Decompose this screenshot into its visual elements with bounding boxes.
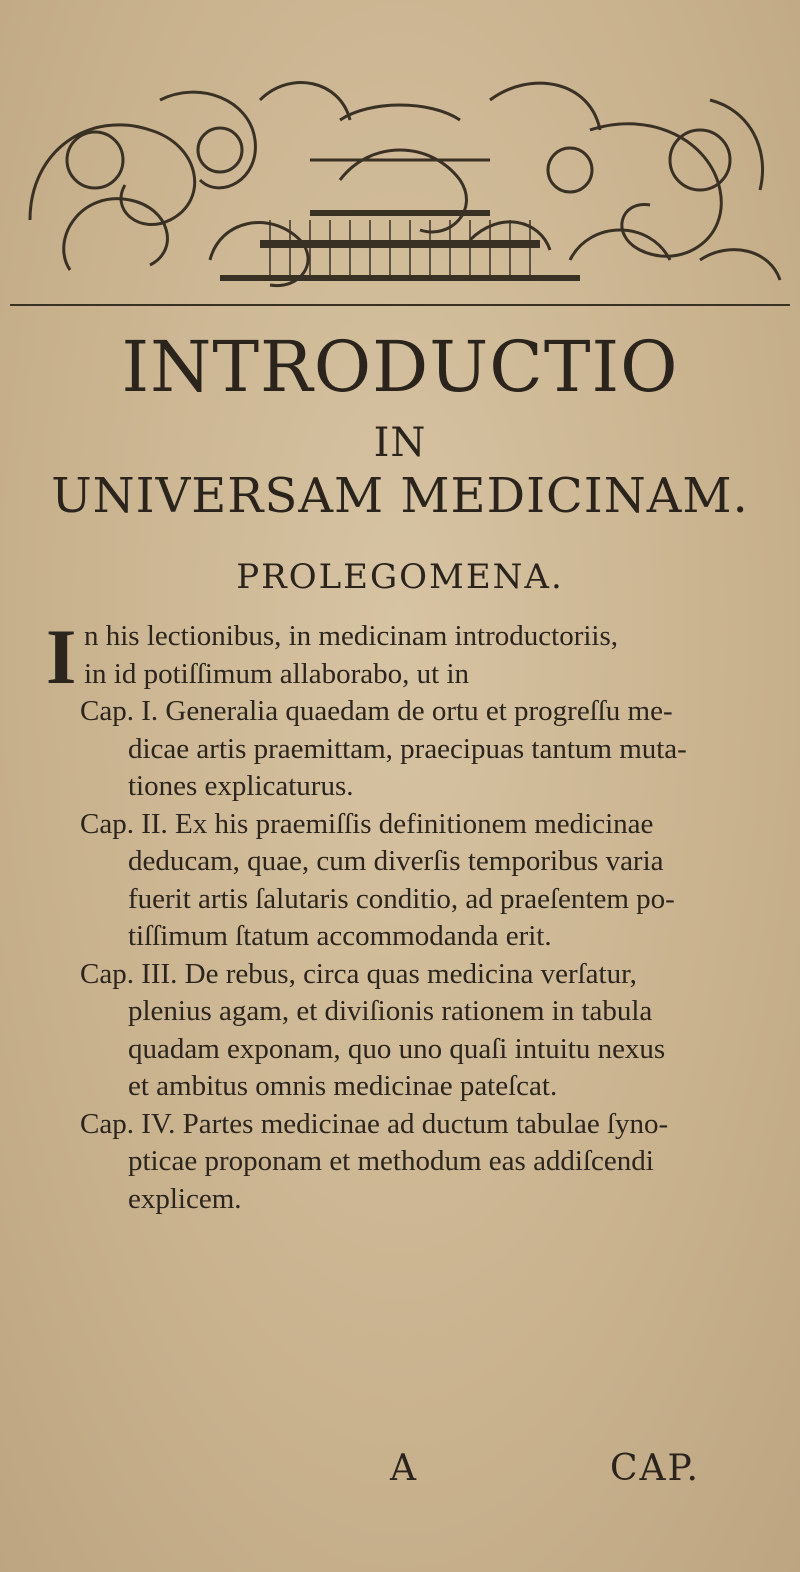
text-line: Cap. I. Generalia quaedam de ortu et progreſſu me- — [80, 695, 673, 727]
text-line: dicae artis praemittam, praecipuas tantum muta- — [128, 732, 687, 765]
text-line: Cap. IV. Partes medicinae ad ductum tabulae ſyno- — [80, 1107, 669, 1140]
text-line: tiones explicaturus. — [128, 770, 354, 802]
text-line: plenius agam, et diviſionis rationem in tabula — [128, 995, 653, 1027]
woodcut-headpiece — [10, 40, 790, 310]
chapter-1 — [0, 693, 800, 806]
text-line: Cap. II. Ex his praemiſſis definitionem medicinae — [80, 807, 654, 840]
text-line: in id potiſſimum allaborabo, ut in — [84, 657, 470, 690]
body-text — [0, 613, 800, 1218]
drop-cap: I — [46, 613, 77, 700]
title-universam-medicinam: UNIVERSAM MEDICINAM. — [51, 468, 749, 524]
text-line: n his lectionibus, in medicinam introductoriis, — [84, 620, 619, 652]
text-line: deducam, quae, cum diverſis temporibus varia — [128, 845, 664, 877]
intro-paragraph — [0, 613, 800, 700]
chapter-3 — [0, 956, 800, 1106]
text-line: explicem. — [128, 1182, 242, 1215]
text-line: tiſſimum ſtatum accommodanda erit. — [128, 920, 552, 952]
text-line: quadam exponam, quo uno quaſi intuitu nexus — [128, 1032, 666, 1065]
text-line: Cap. III. De rebus, circa quas medicina verſatur, — [80, 957, 637, 990]
chapter-2 — [0, 806, 800, 956]
chapter-4 — [0, 1106, 800, 1219]
title-introductio: INTRODUCTIO — [121, 326, 679, 408]
text-line: pticae proponam et methodum eas addiſcendi — [128, 1145, 654, 1177]
signature-mark: A — [390, 1448, 416, 1489]
text-line: fuerit artis ſalutaris conditio, ad praeſentem po- — [128, 882, 675, 915]
text-line: et ambitus omnis medicinae pateſcat. — [128, 1070, 558, 1102]
catchword: CAP. — [610, 1448, 700, 1489]
title-in: IN — [373, 420, 427, 466]
subtitle-prolegomena: PROLEGOMENA. — [236, 557, 564, 597]
